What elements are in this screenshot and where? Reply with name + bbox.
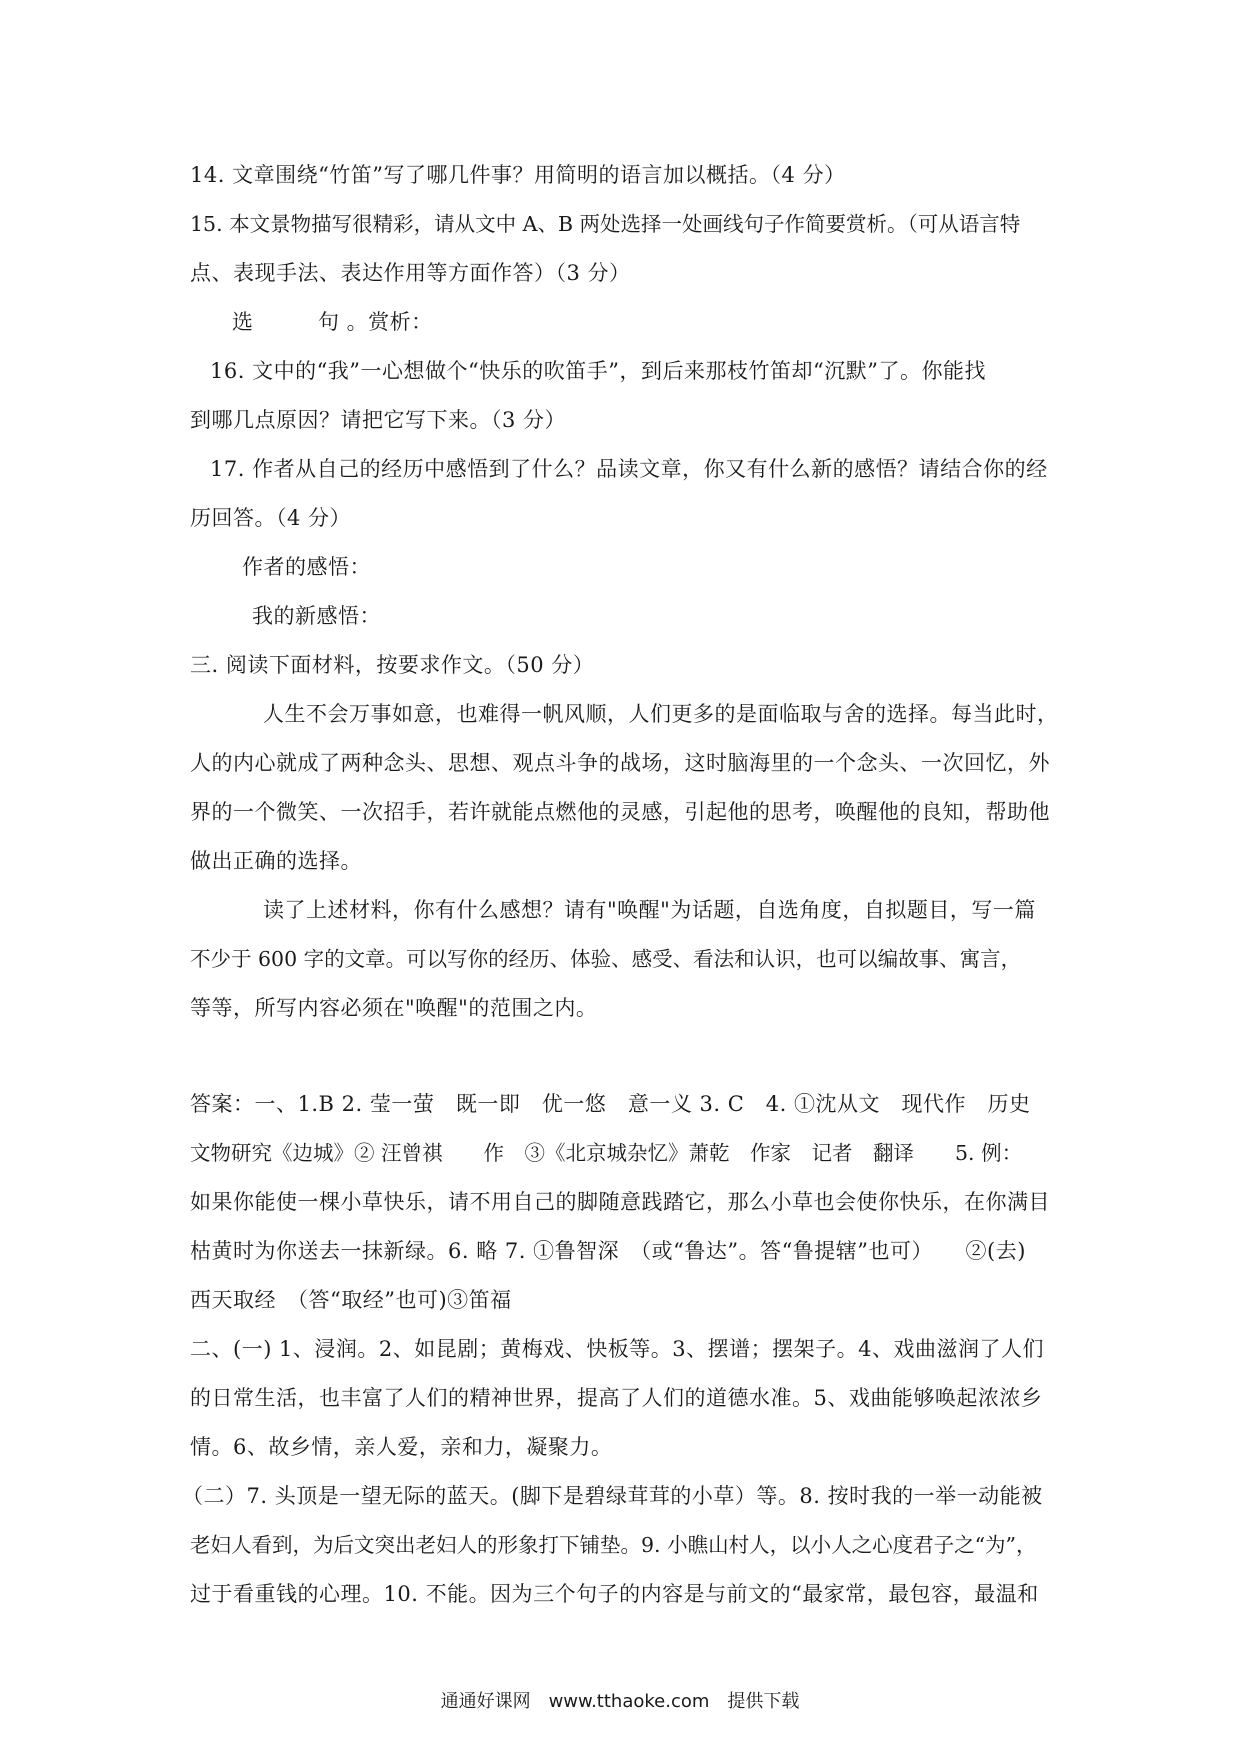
question-15-answer-line: 选 句 。赏析： <box>232 310 433 334</box>
question-16-line-2: 到哪几点原因？请把它写下来。（3 分） <box>190 408 567 432</box>
question-17-my-insight: 我的新感悟： <box>252 604 381 628</box>
essay-paragraph-2-line-2: 不少于 600 字的文章。可以写你的经历、体验、感受、看法和认识，也可以编故事、寓言， <box>190 947 1022 971</box>
answers-line-5: 西天取经 （答“取经”也可)③笛福 <box>190 1288 512 1312</box>
answers-section-2b-line-2: 老妇人看到，为后文突出老妇人的形象打下铺垫。9. 小瞧山村人，以小人之心度君子之“为”， <box>190 1533 1037 1557</box>
essay-paragraph-1-line-2: 人的内心就成了两种念头、思想、观点斗争的战场，这时脑海里的一个念头、一次回忆，外 <box>190 751 1050 775</box>
question-17-author-insight: 作者的感悟： <box>242 555 371 579</box>
answers-line-2: 文物研究《边城》② 汪曾祺 作 ③《北京城杂忆》萧乾 作家 记者 翻译 5. 例： <box>190 1141 1023 1165</box>
answers-line-4: 枯黄时为你送去一抹新绿。6. 略 7. ①鲁智深 （或“鲁达”。答“鲁提辖”也可） ②(去) <box>190 1239 1026 1263</box>
page-footer: 通通好课网 www.tthaoke.com 提供下载 <box>440 1691 800 1712</box>
question-17-line-2: 历回答。（4 分） <box>190 506 352 530</box>
essay-paragraph-1-line-1: 人生不会万事如意，也难得一帆风顺，人们更多的是面临取与舍的选择。每当此时， <box>263 702 1059 726</box>
answers-section-2b-line-3: 过于看重钱的心理。10. 不能。因为三个句子的内容是与前文的“最家常，最包容，最温和 <box>190 1582 1039 1606</box>
question-15-line-1: 15. 本文景物描写很精彩，请从文中 A、B 两处选择一处画线句子作简要赏析。（可从语言特 <box>190 212 1021 236</box>
question-15-line-2: 点、表现手法、表达作用等方面作答）（3 分） <box>190 261 631 285</box>
answers-section-2-line-3: 情。6、故乡情，亲人爱，亲和力，凝聚力。 <box>190 1435 613 1459</box>
answers-line-1: 答案：一、1.B 2. 莹一萤 既一即 优一悠 意一义 3. C 4. ①沈从文 现代作 历史 <box>190 1092 1031 1116</box>
question-14: 14. 文章围绕“竹笛”写了哪几件事？用简明的语言加以概括。（4 分） <box>190 163 846 187</box>
answers-line-3: 如果你能使一棵小草快乐，请不用自己的脚随意践踏它，那么小草也会使你快乐，在你满目 <box>190 1190 1050 1214</box>
essay-paragraph-2-line-1: 读了上述材料，你有什么感想？请有"唤醒"为话题，自选角度，自拟题目，写一篇 <box>263 898 1036 922</box>
question-16-line-1: 16. 文中的“我”一心想做个“快乐的吹笛手”，到后来那枝竹笛却“沉默”了。你能找 <box>210 359 986 383</box>
question-17-line-1: 17. 作者从自己的经历中感悟到了什么？品读文章，你又有什么新的感悟？请结合你的经 <box>210 457 1048 481</box>
essay-paragraph-1-line-3: 界的一个微笑、一次招手，若许就能点燃他的灵感，引起他的思考，唤醒他的良知，帮助他 <box>190 800 1050 824</box>
answers-section-2b-line-1: （二）7. 头顶是一望无际的蓝天。(脚下是碧绿茸茸的小草）等。8. 按时我的一举一动能被 <box>182 1484 1043 1508</box>
answers-section-2-line-2: 的日常生活，也丰富了人们的精神世界，提高了人们的道德水准。5、戏曲能够唤起浓浓乡 <box>190 1386 1043 1410</box>
essay-heading: 三. 阅读下面材料，按要求作文。（50 分） <box>190 653 595 677</box>
essay-paragraph-2-line-3: 等等，所写内容必须在"唤醒"的范围之内。 <box>190 996 598 1020</box>
answers-section-2-line-1: 二、(一) 1、浸润。2、如昆剧；黄梅戏、快板等。3、摆谱；摆架子。4、戏曲滋润了人们 <box>190 1337 1045 1361</box>
essay-paragraph-1-line-4: 做出正确的选择。 <box>190 849 362 873</box>
